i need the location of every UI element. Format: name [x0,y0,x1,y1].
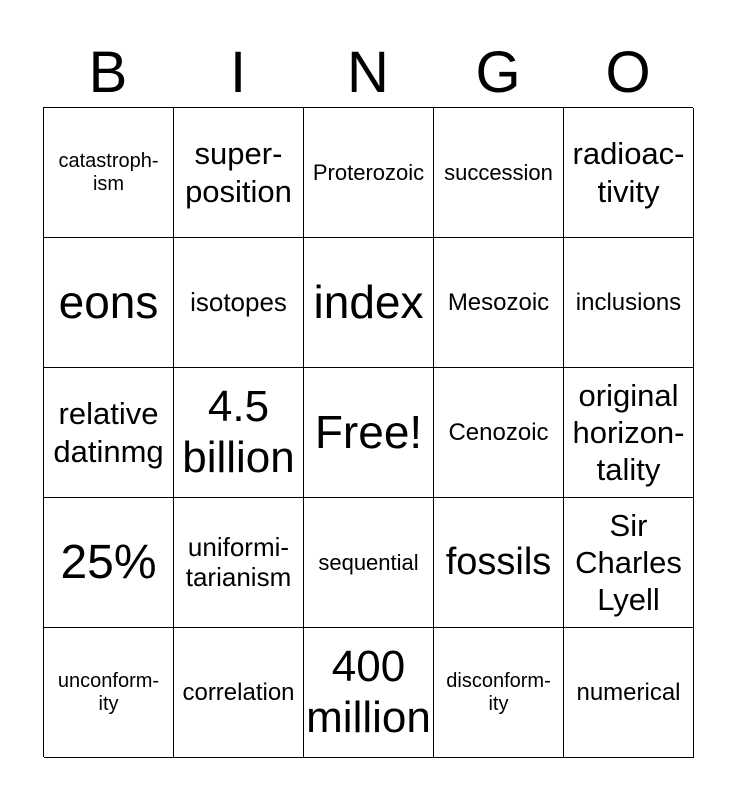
cell-text: original horizon- tality [572,377,685,488]
bingo-cell [44,498,174,628]
header-letter-g: G [475,40,521,105]
cell-text: disconform- ity [446,669,551,715]
cell-text: Sir Charles Lyell [575,507,682,618]
bingo-cell [304,238,434,368]
cell-text: inclusions [575,288,682,316]
cell-text: isotopes [190,286,287,317]
bingo-cell [434,238,564,368]
bingo-cell [304,628,434,758]
bingo-cell-free [304,368,434,498]
bingo-cell [564,628,694,758]
cell-text: catastroph- ism [58,149,159,195]
bingo-header [43,40,693,106]
header-letter-b: B [88,40,128,105]
bingo-cell [174,628,304,758]
header-letter-n: N [347,40,389,105]
bingo-cell [174,108,304,238]
header-letter-i: I [229,40,247,105]
bingo-cell [564,108,694,238]
bingo-cell [304,498,434,628]
bingo-board [43,107,693,757]
bingo-cell [174,368,304,498]
bingo-cell [174,238,304,368]
cell-text: Proterozoic [312,159,425,185]
bingo-cell [564,238,694,368]
cell-text: eons [58,276,159,329]
cell-text: Cenozoic [448,418,549,446]
bingo-cell [434,628,564,758]
bingo-cell [44,628,174,758]
cell-text: correlation [182,678,295,706]
bingo-cell [434,368,564,498]
bingo-cell [44,368,174,498]
cell-text: 400 million [306,641,431,742]
bingo-cell [434,498,564,628]
bingo-cell [304,108,434,238]
bingo-cell [564,498,694,628]
bingo-cell [564,368,694,498]
cell-text: sequential [318,549,419,575]
cell-text: Mesozoic [447,288,550,316]
cell-text: 4.5 billion [182,381,295,482]
cell-text: numerical [576,678,681,706]
bingo-cell [44,108,174,238]
cell-text: relative datinmg [53,396,164,469]
bingo-cell [434,108,564,238]
bingo-cell [44,238,174,368]
cell-text: radioac- tivity [572,136,685,209]
cell-text: super- position [185,136,292,209]
header-letter-o: O [605,40,651,105]
bingo-cell [174,498,304,628]
free-space-text: Free! [314,406,423,459]
cell-text: fossils [445,540,552,583]
cell-text: 25% [60,535,157,589]
cell-text: unconform- ity [57,669,160,715]
cell-text: uniformi- tarianism [185,531,292,592]
cell-text: succession [444,159,553,185]
cell-text: index [313,276,424,329]
